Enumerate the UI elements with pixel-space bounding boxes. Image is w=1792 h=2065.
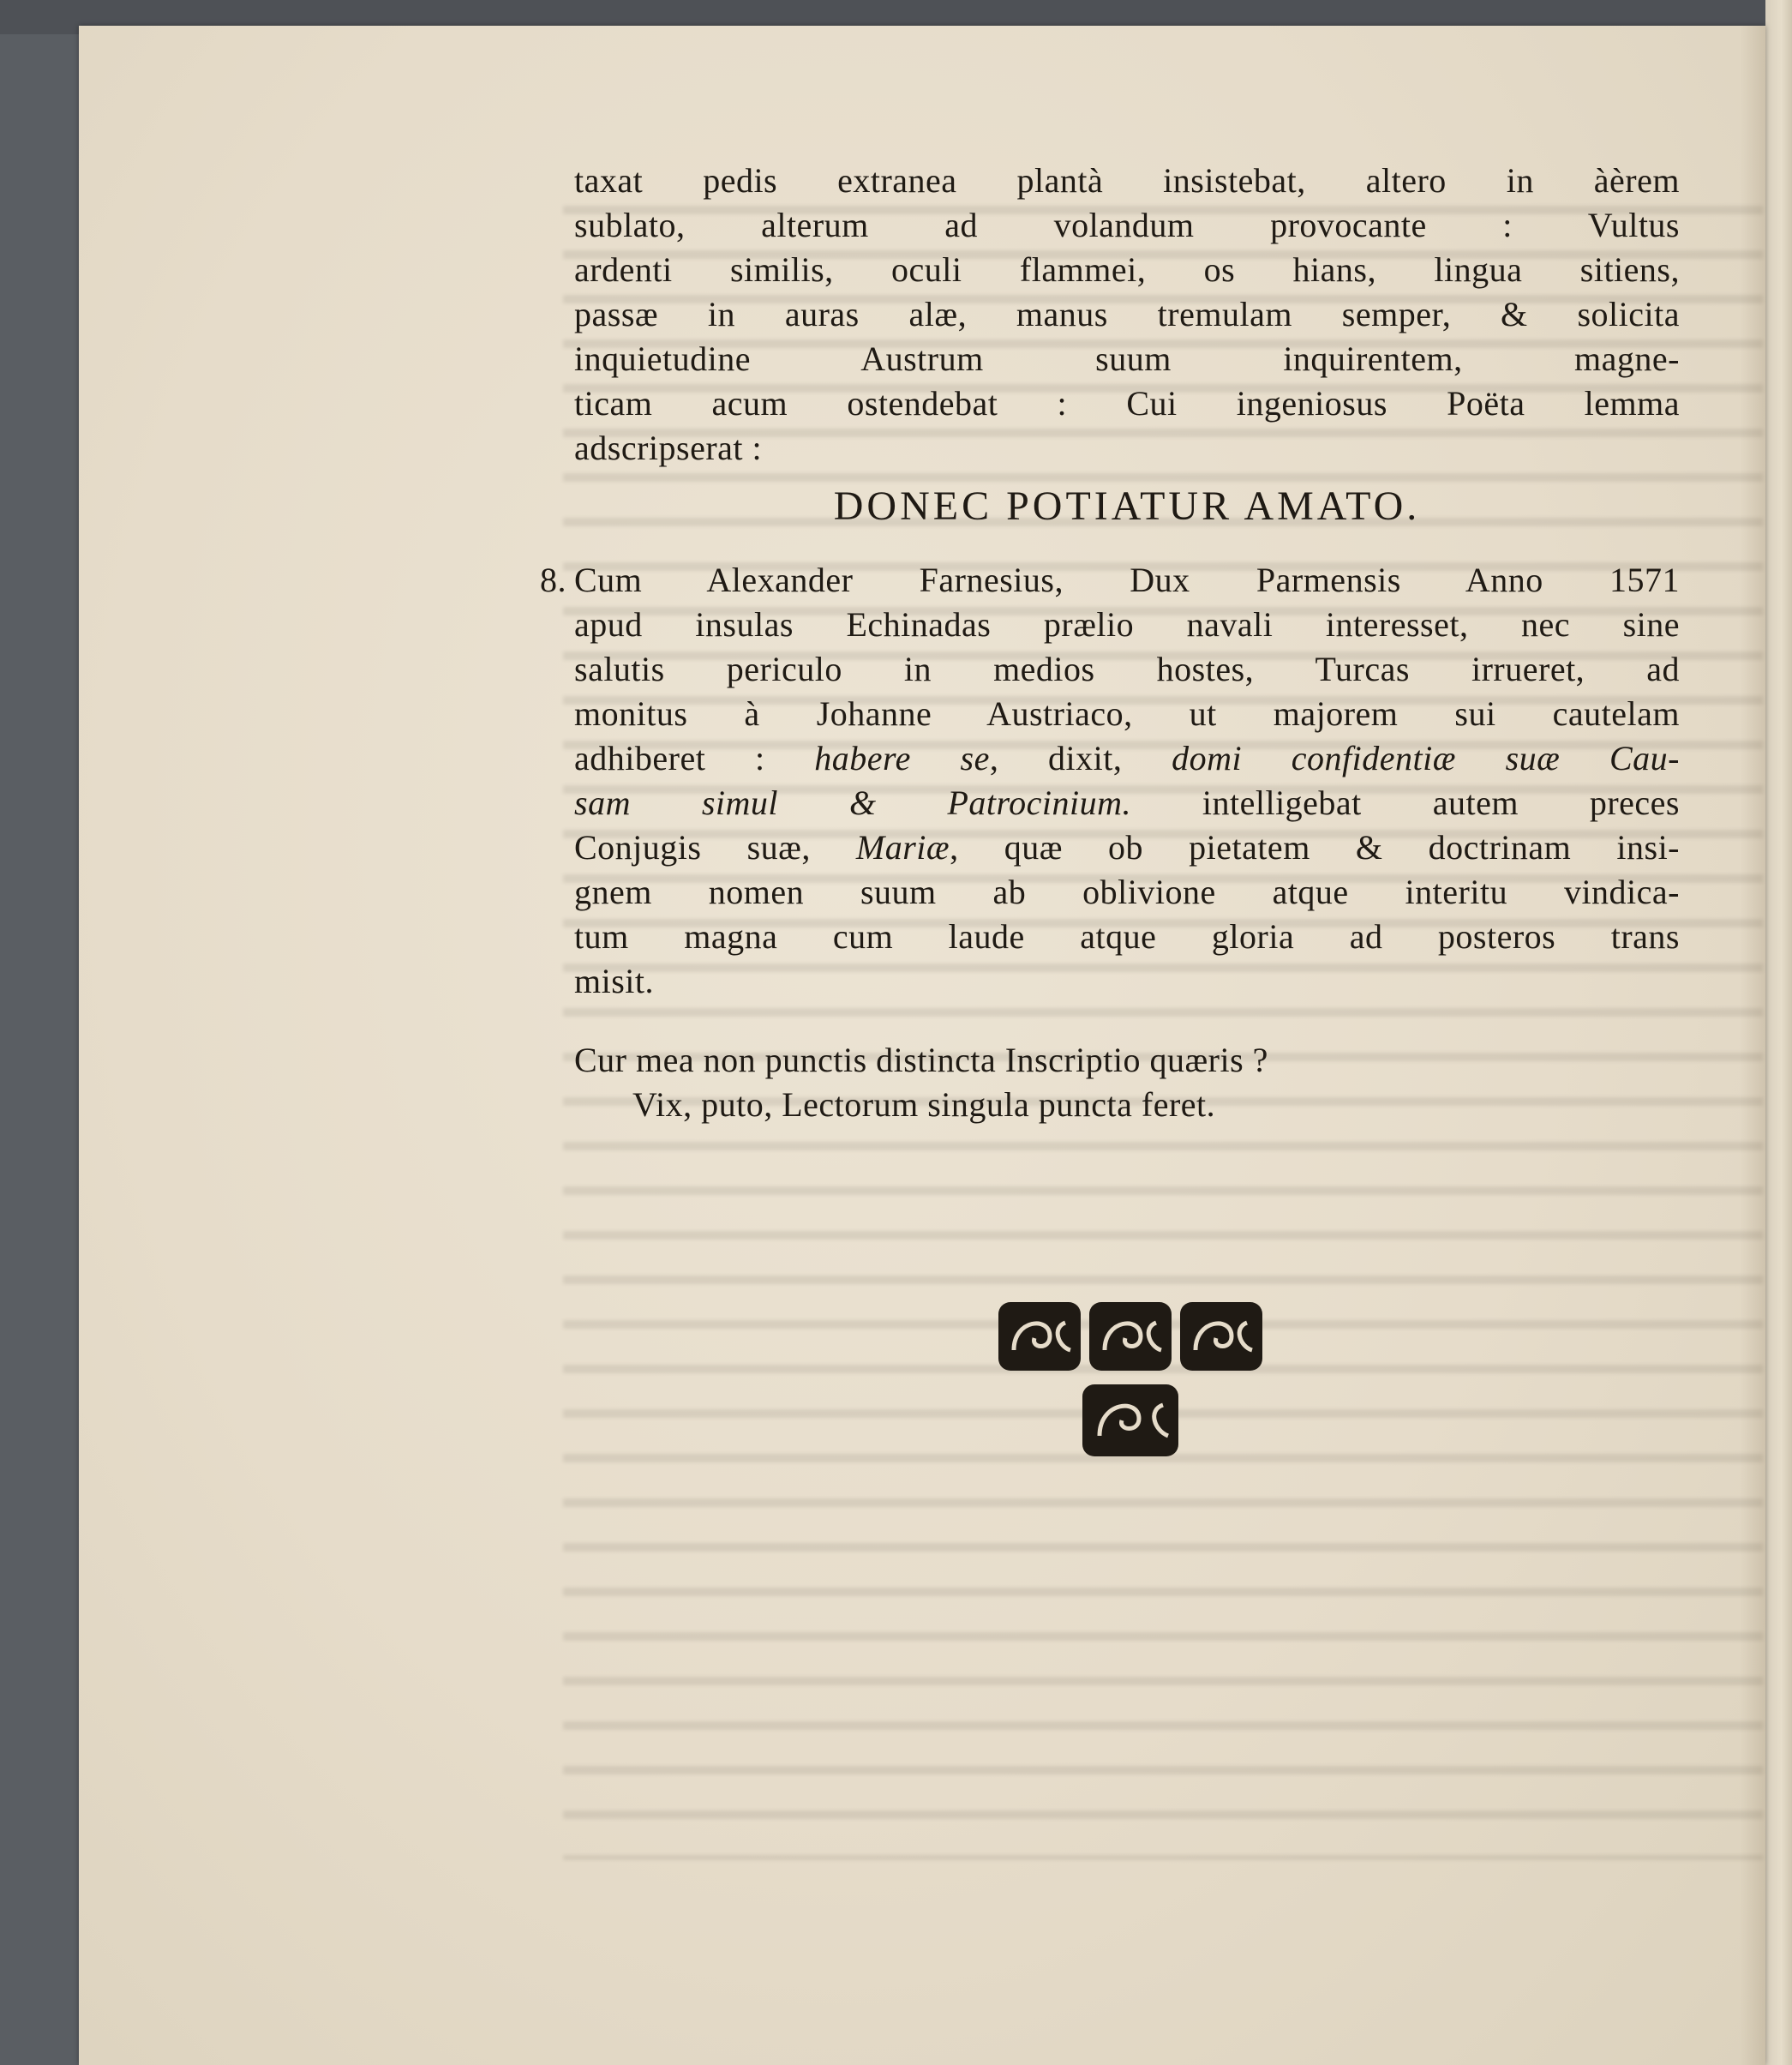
text-line: inquietudine Austrum suum inquirentem, magne- — [574, 339, 1680, 378]
italic-quote: sam simul & Patrocinium. — [574, 783, 1131, 822]
text-line — [574, 736, 1680, 781]
paragraph-number: 8. — [540, 561, 566, 599]
text-line: ardenti similis, oculi flammei, os hians, lingua sitiens, — [574, 250, 1680, 289]
text-run: , dixit, — [989, 739, 1172, 777]
text-run: , quæ ob pietatem & doctrinam insi- — [950, 828, 1680, 867]
verse-line: Vix, puto, Lectorum singula puncta feret. — [632, 1085, 1216, 1124]
text-line: taxat pedis extranea plantà insistebat, altero in àèrem — [574, 161, 1680, 200]
italic-name: Mariæ — [855, 828, 950, 867]
text-line: apud insulas Echinadas prælio navali interesset, nec sine — [574, 605, 1680, 644]
italic-quote: domi confidentiæ suæ Cau- — [1172, 739, 1680, 777]
text-line: salutis periculo in medios hostes, Turcas irrueret, ad — [574, 650, 1680, 688]
printers-ornament-icon — [998, 1299, 1264, 1462]
text-line: ticam acum ostendebat : Cui ingeniosus Poëta lemma — [574, 384, 1680, 423]
italic-quote: habere se — [814, 739, 990, 777]
text-line — [574, 781, 1680, 825]
text-line — [574, 825, 1680, 870]
page-text — [540, 159, 1680, 1127]
closing-verse — [574, 1038, 1680, 1127]
text-run: Conjugis suæ, — [574, 828, 856, 867]
text-line: misit. — [574, 962, 655, 1000]
paragraph-7-continuation — [574, 159, 1680, 471]
motto-heading: DONEC POTIATUR AMATO. — [833, 483, 1421, 529]
text-run: adhiberet : — [574, 739, 815, 777]
paragraph-8 — [540, 558, 1680, 1004]
text-run: intelligebat autem preces — [1130, 783, 1680, 822]
text-line: sublato, alterum ad volandum provocante : Vultus — [574, 206, 1680, 244]
text-line: passæ in auras alæ, manus tremulam semper, & solicita — [574, 295, 1680, 333]
text-line: Cum Alexander Farnesius, Dux Parmensis Anno 1571 — [574, 561, 1680, 599]
next-page-edge — [1765, 0, 1792, 2065]
text-line: adscripserat : — [574, 429, 763, 467]
text-line: monitus à Johanne Austriaco, ut majorem sui cautelam — [574, 694, 1680, 733]
text-line: tum magna cum laude atque gloria ad posteros trans — [574, 917, 1680, 956]
text-line: gnem nomen suum ab oblivione atque interitu vindica- — [574, 873, 1680, 911]
page-curl-shadow — [1740, 26, 1765, 2065]
verse-line: Cur mea non punctis distincta Inscriptio quæris ? — [574, 1041, 1268, 1079]
